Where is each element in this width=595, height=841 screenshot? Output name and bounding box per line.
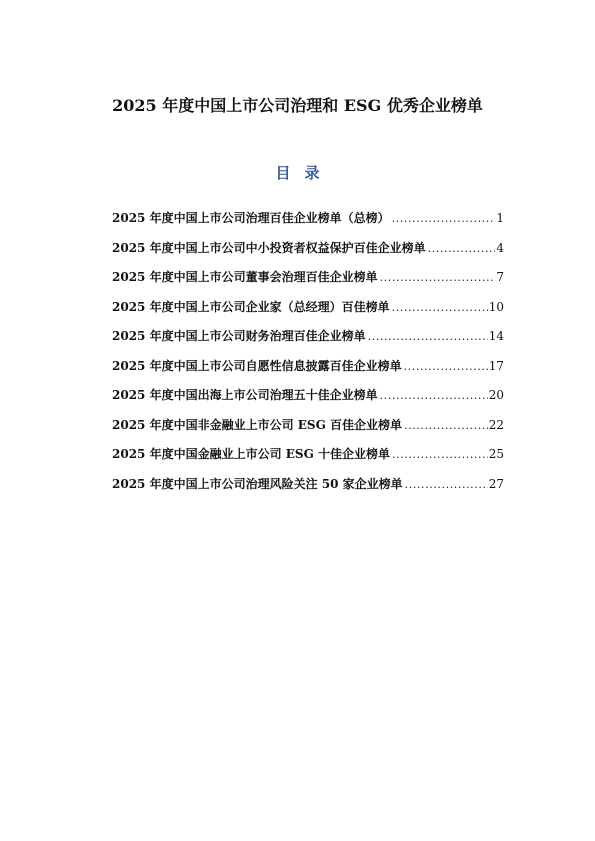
toc-dot-leader xyxy=(392,212,496,225)
toc-entry-label: 2025 年度中国上市公司自愿性信息披露百佳企业榜单 xyxy=(112,358,402,373)
toc-page-number: 1 xyxy=(496,211,504,225)
toc-page-number: 4 xyxy=(496,240,504,255)
toc-page-number: 14 xyxy=(488,329,504,343)
toc-entry-label: 2025 年度中国金融业上市公司 ESG 十佳企业榜单 xyxy=(112,447,390,461)
toc-entry-label: 2025 年度中国上市公司董事会治理百佳企业榜单 xyxy=(112,270,378,284)
toc-entry[interactable] xyxy=(112,445,504,475)
toc-dot-leader xyxy=(380,389,488,402)
toc-entry-label: 2025 年度中国上市公司企业家（总经理）百佳榜单 xyxy=(112,299,390,314)
toc-entry[interactable] xyxy=(112,357,504,387)
toc-page-number: 27 xyxy=(488,476,504,491)
document-title: 2025 年度中国上市公司治理和 ESG 优秀企业榜单 xyxy=(112,96,483,115)
toc-entry-label: 2025 年度中国上市公司中小投资者权益保护百佳企业榜单 xyxy=(112,240,426,255)
toc-dot-leader xyxy=(428,242,496,255)
toc-heading: 目录 xyxy=(275,164,334,182)
toc-entry[interactable] xyxy=(112,209,504,239)
toc-entry[interactable] xyxy=(112,386,504,416)
toc-dot-leader xyxy=(405,478,488,491)
toc-entry-label: 2025 年度中国上市公司财务治理百佳企业榜单 xyxy=(112,329,366,343)
toc-page-number: 10 xyxy=(488,299,504,314)
toc-entry-label: 2025 年度中国上市公司治理百佳企业榜单（总榜） xyxy=(112,211,390,225)
toc-entry[interactable] xyxy=(112,239,504,269)
table-of-contents xyxy=(112,209,504,504)
toc-dot-leader xyxy=(392,301,488,314)
toc-page-number: 17 xyxy=(488,358,504,373)
toc-dot-leader xyxy=(380,271,496,284)
toc-dot-leader xyxy=(368,330,488,343)
toc-page-number: 22 xyxy=(488,417,504,432)
toc-page-number: 25 xyxy=(488,447,504,461)
toc-dot-leader xyxy=(392,448,488,461)
toc-entry-label: 2025 年度中国非金融业上市公司 ESG 百佳企业榜单 xyxy=(112,417,402,432)
toc-entry[interactable] xyxy=(112,475,504,505)
toc-dot-leader xyxy=(404,419,488,432)
toc-page-number: 20 xyxy=(488,388,504,402)
toc-entry[interactable] xyxy=(112,268,504,298)
toc-entry-label: 2025 年度中国上市公司治理风险关注 50 家企业榜单 xyxy=(112,476,403,491)
toc-entry[interactable] xyxy=(112,298,504,328)
toc-page-number: 7 xyxy=(496,270,504,284)
toc-entry-label: 2025 年度中国出海上市公司治理五十佳企业榜单 xyxy=(112,388,378,402)
toc-entry[interactable] xyxy=(112,416,504,446)
toc-entry[interactable] xyxy=(112,327,504,357)
toc-dot-leader xyxy=(404,360,488,373)
